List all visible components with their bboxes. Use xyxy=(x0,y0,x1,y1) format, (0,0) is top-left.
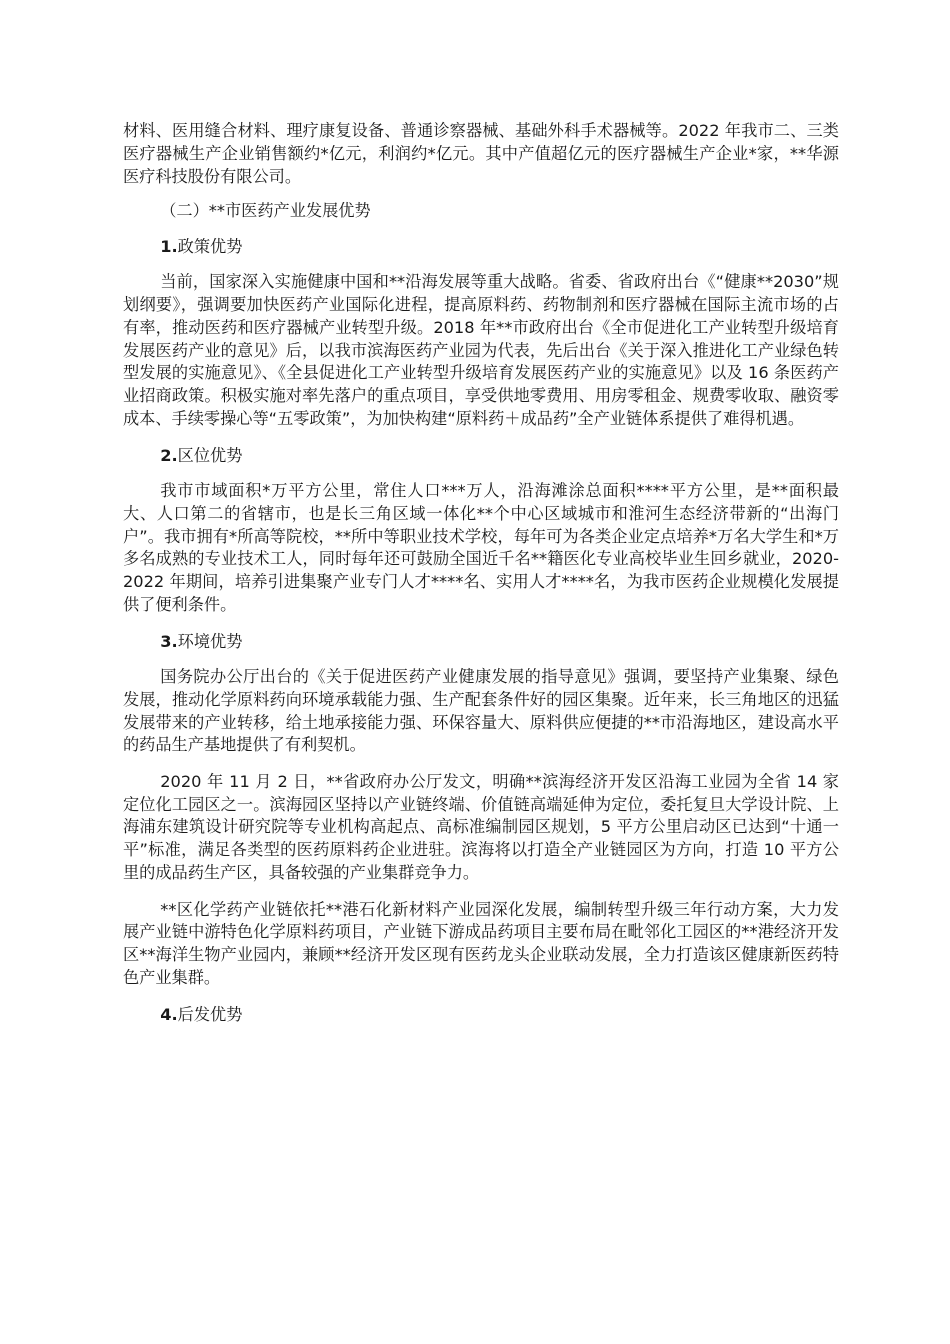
subheading-policy xyxy=(123,236,839,259)
paragraph-location: 我市市域面积*万平方公里，常住人口***万人，沿海滩涂总面积****平方公里，是**面积最大、人口第二的省辖市，也是长三角区域一体化**个中心区域城市和淮河生态经济带新的“出海门户”。我市拥有*所高等院校，**所中等职业技术学校，每年可为各类企业定点培养*万名大学生和*万多名成熟的专业技术工人，同时每年还可鼓励全国近千名**籍医化专业高校毕业生回乡就业，2020-2022 年期间，培养引进集聚产业专门人才****名、实用人才****名，为我市医药企业规模化发展提供了便利条件。 xyxy=(123,480,839,614)
subheading-text: 政策优势 xyxy=(177,236,243,256)
paragraph-chemical-chain: **区化学药产业链依托**港石化新材料产业园深化发展，编制转型升级三年行动方案，大力发展产业链中游特色化学原料药项目，产业链下游成品药项目主要布局在毗邻化工园区的**港经济开发区**海洋生物产业园内，兼顾**经济开发区现有医药龙头企业联动发展，全力打造该区健康新医药特色产业集群。 xyxy=(123,899,839,988)
subheading-text: 环境优势 xyxy=(177,631,243,651)
subheading-location xyxy=(123,445,839,468)
paragraph-environment: 国务院办公厅出台的《关于促进医药产业健康发展的指导意见》强调，要坚持产业集聚、绿色发展，推动化学原料药向环境承载能力强、生产配套条件好的园区集聚。近年来，长三角地区的迅猛发展带来的产业转移，给土地承接能力强、环保容量大、原料供应便捷的**市沿海地区，建设高水平的药品生产基地提供了有利契机。 xyxy=(123,666,839,755)
section-heading: （二）**市医药产业发展优势 xyxy=(160,201,371,221)
paragraph-industrial-park: 2020 年 11 月 2 日，**省政府办公厅发文，明确**滨海经济开发区沿海工业园为全省 14 家定位化工园区之一。滨海园区坚持以产业链终端、价值链高端延伸为定位，委托复旦大学设计院、上海浦东建筑设计研究院等专业机构高起点、高标准编制园区规划，5 平方公里启动区已达到“十通一平”标准，满足各类型的医药原料药企业进驻。滨海将以打造全产业链园区为方向，打造 10 平方公里的成品药生产区，具备较强的产业集群竞争力。 xyxy=(123,771,839,883)
paragraph-continuation: 材料、医用缝合材料、理疗康复设备、普通诊察器械、基础外科手术器械等。2022 年我市二、三类医疗器械生产企业销售额约*亿元，利润约*亿元。其中产值超亿元的医疗器械生产企业*家，**华源医疗科技股份有限公司。 xyxy=(123,121,839,186)
subheading-text: 区位优势 xyxy=(177,445,243,465)
subheading-number: 4. xyxy=(160,1004,178,1024)
subheading-number: 2. xyxy=(160,445,178,465)
subheading-environment xyxy=(123,631,839,654)
paragraph-policy: 当前，国家深入实施健康中国和**沿海发展等重大战略。省委、省政府出台《“健康**2030”规划纲要》，强调要加快医药产业国际化进程，提高原料药、药物制剂和医疗器械在国际主流市场的占有率，推动医药和医疗器械产业转型升级。2018 年**市政府出台《全市促进化工产业转型升级培育发展医药产业的意见》后，以我市滨海医药产业园为代表，先后出台《关于深入推进化工产业绿色转型发展的实施意见》、《全县促进化工产业转型升级培育发展医药产业的实施意见》以及 16 条医药产业招商政策。积极实施对率先落户的重点项目，享受供地零费用、用房零租金、规费零收取、融资零成本、手续零操心等“五零政策”，为加快构建“原料药＋成品药”全产业链体系提供了难得机遇。 xyxy=(123,272,839,428)
document-body xyxy=(123,120,839,1039)
subheading-text: 后发优势 xyxy=(177,1004,243,1024)
subheading-number: 3. xyxy=(160,631,178,651)
subheading-late-mover xyxy=(123,1004,839,1027)
subheading-number: 1. xyxy=(160,236,178,256)
